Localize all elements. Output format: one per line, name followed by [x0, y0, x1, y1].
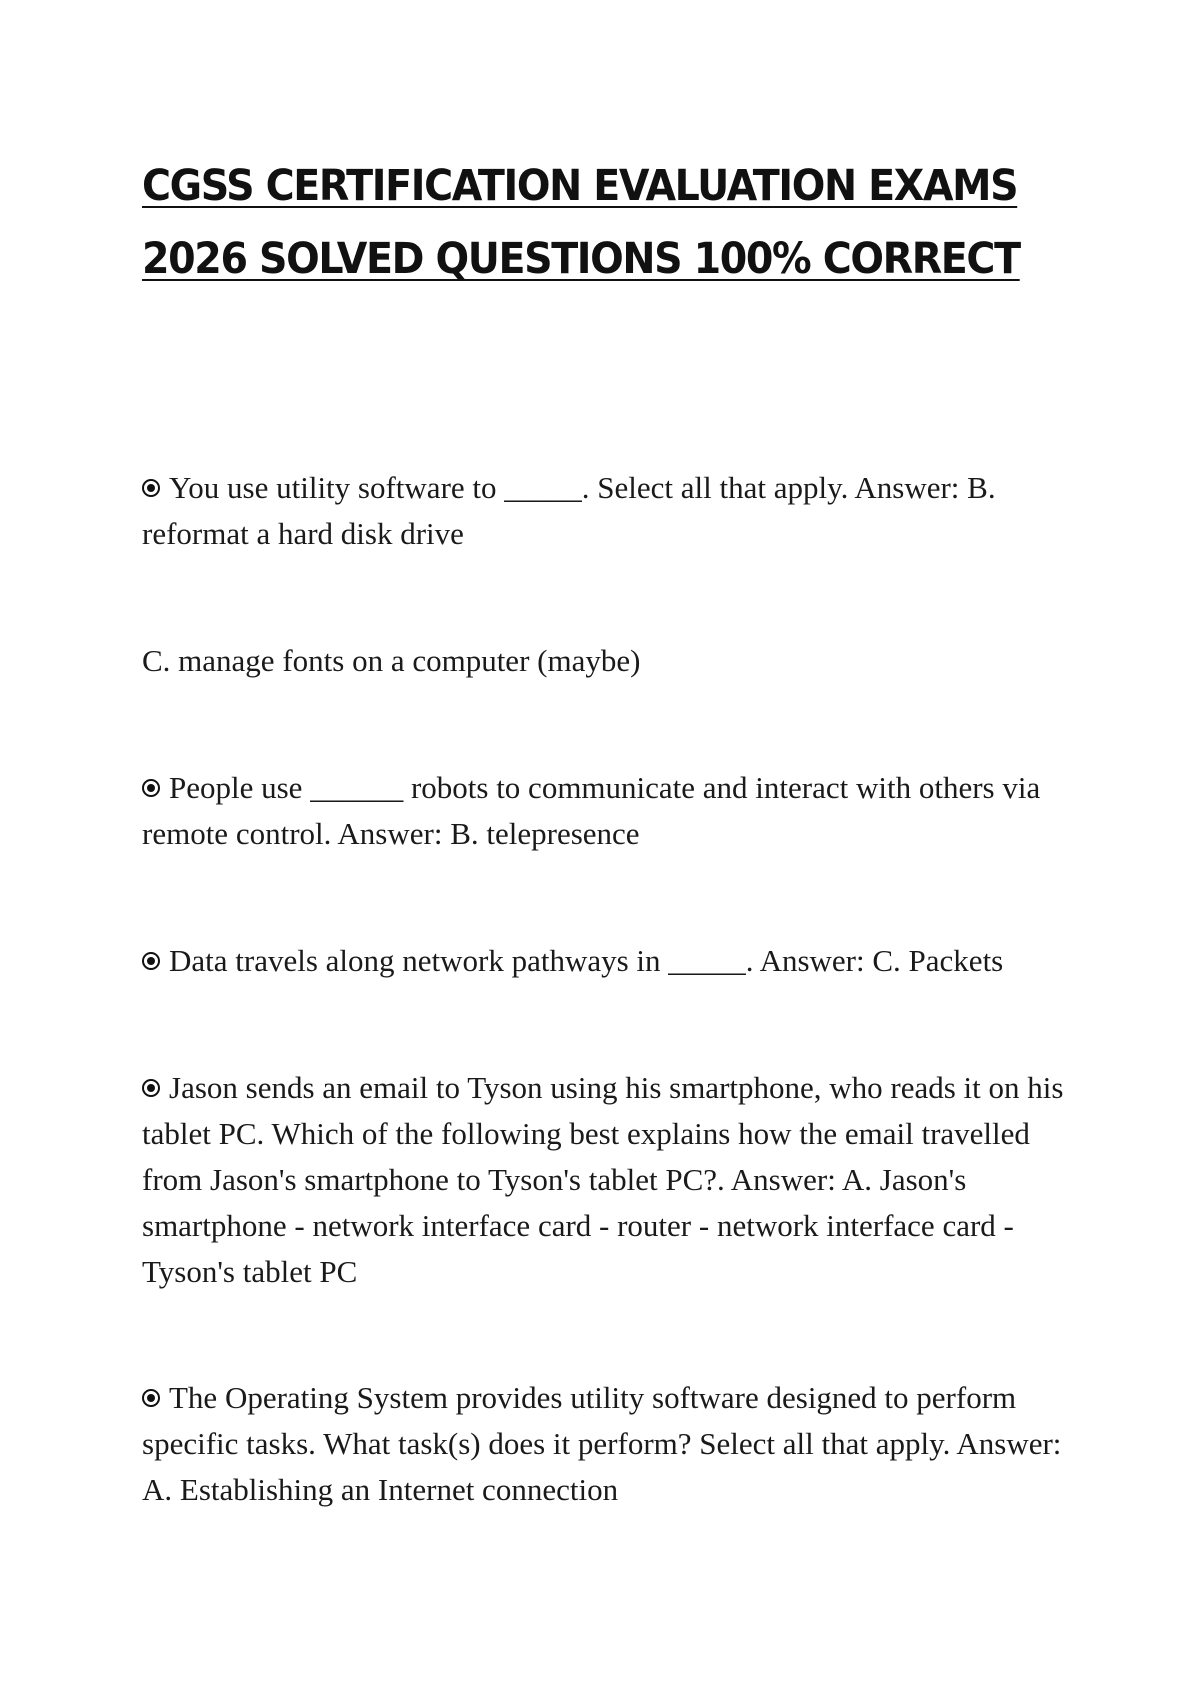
- question-text: The Operating System provides utility software designed to perform specific tasks. What task(s) does it perform? Select all that apply. Answer: A. Establishing an Internet connection: [142, 1380, 1062, 1507]
- radio-bullet-icon: [142, 1079, 160, 1097]
- radio-bullet-icon: [142, 779, 160, 797]
- question-item: [142, 1375, 1082, 1513]
- question-item: [142, 1065, 1082, 1295]
- title-line-2: 2026 SOLVED QUESTIONS 100% CORRECT: [142, 234, 1020, 284]
- answer-continuation: [142, 638, 1082, 684]
- question-text: People use ______ robots to communicate and interact with others via remote control. Answer: B. telepresence: [142, 770, 1041, 851]
- title-line-1: CGSS CERTIFICATION EVALUATION EXAMS: [142, 161, 1018, 211]
- question-item: [142, 465, 1082, 557]
- radio-bullet-icon: [142, 952, 160, 970]
- question-text: Data travels along network pathways in _____. Answer: C. Packets: [169, 943, 1004, 978]
- question-text: You use utility software to _____. Select all that apply. Answer: B. reformat a hard disk drive: [142, 470, 996, 551]
- radio-bullet-icon: [142, 1389, 160, 1407]
- question-text: Jason sends an email to Tyson using his smartphone, who reads it on his tablet PC. Which of the following best explains how the email travelled from Jason's smartphone to Tyson's tablet PC?. Answer: A. Jason's smartphone - network interface card - router - network interface card - Tyson's tablet PC: [142, 1070, 1064, 1289]
- radio-bullet-icon: [142, 479, 160, 497]
- document-title: [142, 150, 1020, 296]
- question-item: [142, 765, 1082, 857]
- question-item: [142, 938, 1082, 984]
- answer-text: C. manage fonts on a computer (maybe): [142, 643, 641, 678]
